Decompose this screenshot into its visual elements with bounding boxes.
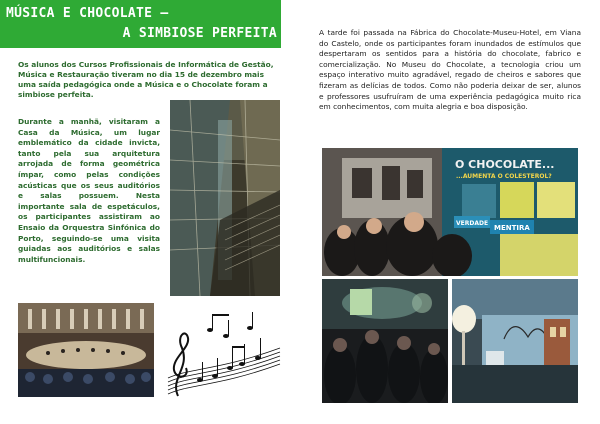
title-line-2: A SIMBIOSE PERFEITA (122, 26, 277, 41)
title-banner (0, 0, 281, 48)
chocolate-museum-screen-photo (322, 148, 578, 276)
page-bottom-edge (0, 419, 600, 424)
music-notes-illustration (160, 308, 285, 400)
body-left-paragraph: Durante a manhã, visitaram a Casa da Música, um lugar emblemático da cidade invicta, tanto pela sua arquitetura arrojada de forma geométrica ímpar, como pelas condições acústicas que os seus auditórios e salas possuem. Nesta importante sala de espetáculos, os participantes assistiram ao Ensaio da Orquestra Sinfónica do Porto, seguindo-se uma visita guiadas aos auditórios e salas multifuncionais. (18, 117, 160, 264)
screen-false-label: MENTIRA (494, 224, 530, 232)
screen-headline: O CHOCOLATE... (455, 158, 555, 171)
title-line-1: MÚSICA E CHOCOLATE – (6, 6, 169, 21)
orchestra-rehearsal-photo (18, 303, 154, 397)
casa-da-musica-photo (170, 100, 280, 296)
interactive-room-photo (322, 279, 448, 403)
body-right-paragraph: A tarde foi passada na Fábrica do Chocolate-Museu-Hotel, em Viana do Castelo, onde os participantes foram inundados de estímulos que despertaram os sentidos para a história do chocolate, fabrico e comercialização. No Museu do Chocolate, a tecnologia criou um espaço interativo muito agradável, regado de cheiros e sabores que fizeram as delícias de todos. Como não poderia deixar de ser, alunos e professores usufruíram de uma experiência pedagógica muito rica em conhecimentos, com muita alegria e boa disposição. (319, 28, 581, 112)
screen-subline: ...AUMENTA O COLESTEROL? (456, 173, 552, 180)
screen-true-label: VERDADE (456, 220, 489, 227)
museum-lamp-room-photo (452, 279, 578, 403)
intro-paragraph: Os alunos dos Cursos Profissionais de Informática de Gestão, Música e Restauração tiveram no dia 15 de dezembro mais uma saída pedagógica onde a Música e o Chocolate foram a simbiose perfeita. (18, 60, 274, 99)
